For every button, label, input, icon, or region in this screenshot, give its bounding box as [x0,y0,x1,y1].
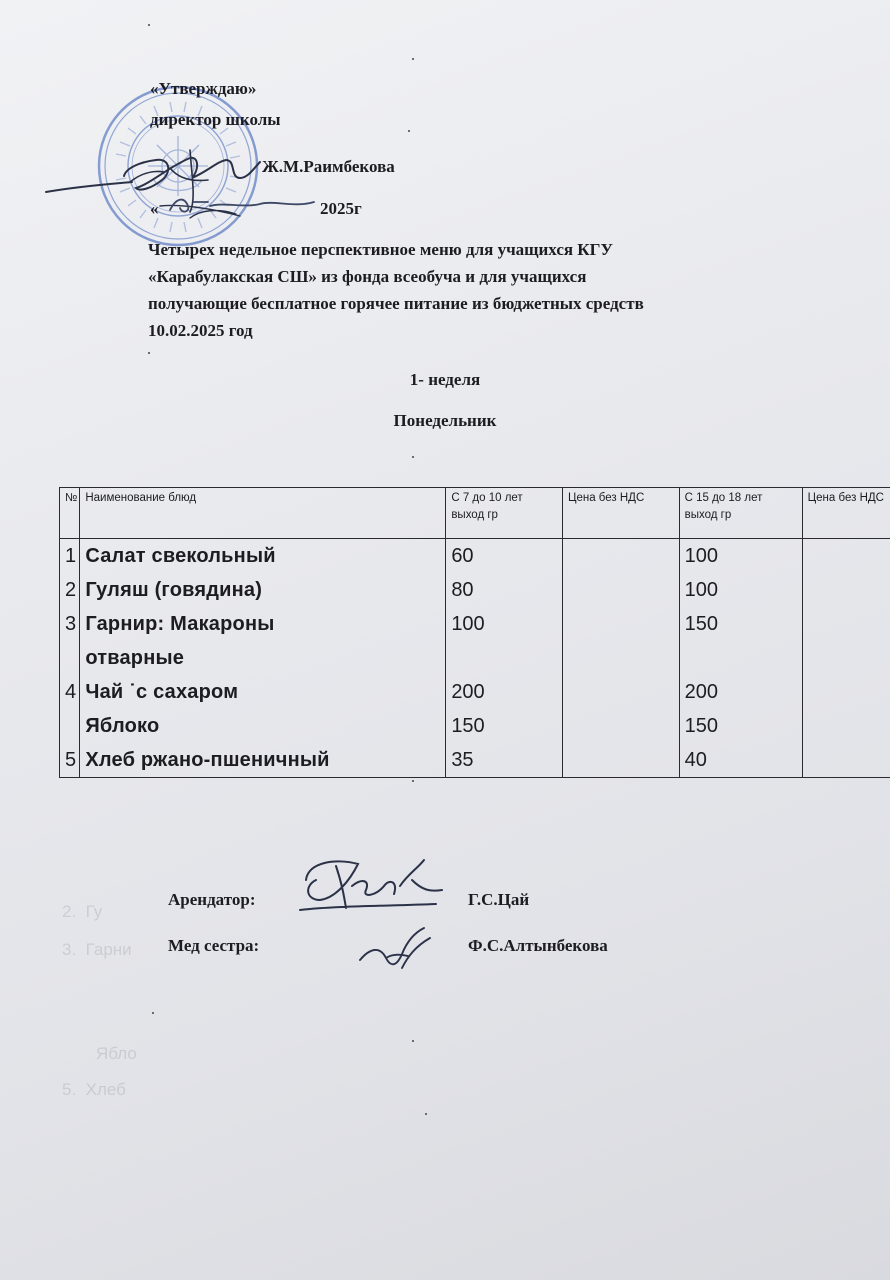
table-row [60,641,890,675]
row-num: 3 [60,607,80,641]
speck [412,1040,414,1042]
tenant-name: Г.С.Цай [468,890,530,909]
row-output-15-18: 150 [679,709,802,743]
header-output-7-10: С 7 до 10 лет выход гр [446,488,563,539]
row-num: 1 [60,539,80,574]
row-price-2 [802,675,890,709]
row-price-2 [802,539,890,574]
row-dish: Гарнир: Макароны [80,607,446,641]
week-label: 1- неделя [409,370,481,389]
row-output-15-18: 150 [679,607,802,641]
row-output-15-18 [679,641,802,675]
row-output-15-18: 40 [679,743,802,778]
table-row [60,539,890,574]
row-price-1 [562,607,679,641]
header-num: № [60,488,80,539]
director-position: директор школы [150,110,281,129]
table-row [60,709,890,743]
row-dish: отварные [80,641,446,675]
title-line-2: «Карабулакская СШ» из фонда всеобуча и для учащихся [148,267,587,286]
header-dish-name: Наименование блюд [80,488,446,539]
row-price-1 [562,573,679,607]
tenant-signature-icon [296,850,446,920]
table-row [60,573,890,607]
menu-table [59,487,890,778]
approval-year: 2025г [320,199,362,218]
menu-title [148,236,813,344]
row-price-1 [562,539,679,574]
row-price-2 [802,607,890,641]
speck [152,1012,154,1014]
row-dish: Салат свекольный [80,539,446,574]
row-num: 4 [60,675,80,709]
row-price-1 [562,641,679,675]
row-output-7-10: 150 [446,709,563,743]
row-num [60,641,80,675]
row-price-2 [802,743,890,778]
tenant-label: Арендатор: [168,890,256,909]
row-output-7-10: 35 [446,743,563,778]
table-row [60,743,890,778]
speck [425,1113,427,1115]
header-price-1: Цена без НДС [562,488,679,539]
row-num [60,709,80,743]
speck [148,352,150,354]
bleed-through-text: 2. Гу [62,902,103,921]
speck [412,456,414,458]
row-output-7-10: 200 [446,675,563,709]
row-price-2 [802,641,890,675]
row-dish: Хлеб ржано-пшеничный [80,743,446,778]
table-row [60,675,890,709]
row-output-15-18: 200 [679,675,802,709]
bleed-through-text: 3. Гарни [62,940,132,959]
table-header-row [60,488,890,539]
row-output-7-10: 80 [446,573,563,607]
row-price-1 [562,675,679,709]
row-dish: Чай ˙с сахаром [80,675,446,709]
row-price-2 [802,573,890,607]
date-handwriting-icon [164,188,324,218]
day-label: Понедельник [393,411,497,430]
row-output-7-10: 100 [446,607,563,641]
nurse-name: Ф.С.Алтынбекова [468,936,608,955]
row-dish: Яблоко [80,709,446,743]
speck [148,24,150,26]
header-price-2: Цена без НДС [802,488,890,539]
title-line-1: Четырех недельное перспективное меню для учащихся КГУ [148,240,613,259]
row-output-15-18: 100 [679,573,802,607]
bleed-through-text: Ябло [96,1044,137,1063]
row-dish: Гуляш (говядина) [80,573,446,607]
row-num: 2 [60,573,80,607]
speck [412,780,414,782]
row-price-2 [802,709,890,743]
approval-date-open-quote: « [150,199,159,218]
director-name: Ж.М.Раимбекова [262,157,395,176]
nurse-label: Мед сестра: [168,936,260,955]
row-price-1 [562,743,679,778]
row-price-1 [562,709,679,743]
nurse-signature-icon [356,924,446,974]
speck [412,58,414,60]
bleed-through-text: 5. Хлеб [62,1080,126,1099]
speck [408,130,410,132]
header-output-15-18: С 15 до 18 лет выход гр [679,488,802,539]
row-output-15-18: 100 [679,539,802,574]
title-line-3: получающие бесплатное горячее питание из бюджетных средств [148,294,644,313]
row-output-7-10: 60 [446,539,563,574]
approve-label: «Утверждаю» [150,79,257,98]
table-row [60,607,890,641]
row-output-7-10 [446,641,563,675]
row-num: 5 [60,743,80,778]
title-line-4: 10.02.2025 год [148,321,253,340]
